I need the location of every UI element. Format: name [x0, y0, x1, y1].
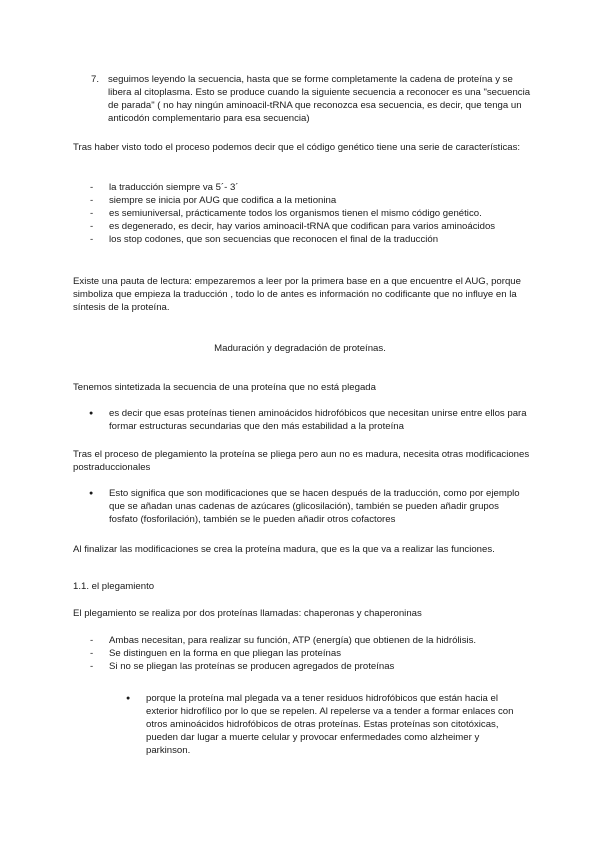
list-item: - los stop codones, que son secuencias que reconocen el final de la traducción — [90, 234, 439, 245]
list-item: - Si no se pliegan las proteínas se producen agregados de proteínas — [90, 661, 395, 672]
list-item: - es semiuniversal, prácticamente todos los organismos tienen el mismo código genético. — [90, 208, 482, 219]
list-item: - Ambas necesitan, para realizar su función, ATP (energía) que obtienen de la hidrólisis. — [90, 635, 477, 646]
section-title: Maduración y degradación de proteínas. — [214, 343, 386, 354]
bullet-modificaciones: ● Esto significa que son modificaciones que se hacen después de la traducción, como por ejemplo que se añadan unas cadenas de azúcares (glicosilación), también se pueden añadir grupos fosfato (fosforilación), también se le pueden añadir otros cofactores — [89, 488, 520, 525]
dash-marker: - — [90, 661, 94, 672]
bullet-marker: ● — [126, 695, 131, 702]
dash-marker: - — [90, 635, 94, 646]
paragraph-plegamiento-intro: Tras el proceso de plegamiento la proteína se pliega pero aun no es madura, necesita otras modificaciones postraduccionales — [73, 449, 530, 473]
dash-marker: - — [90, 648, 94, 659]
dash-marker: - — [90, 234, 94, 245]
list-item: - la traducción siempre va 5´- 3´ — [90, 182, 239, 193]
code-features-list — [90, 181, 530, 246]
list-item: - es degenerado, es decir, hay varios aminoacil-tRNA que codifican para varios aminoácidos — [90, 221, 496, 232]
subsection-title: 1.1. el plegamiento — [73, 581, 155, 592]
dash-marker: - — [90, 195, 94, 206]
dash-marker: - — [90, 221, 94, 232]
paragraph-reading-frame: Existe una pauta de lectura: empezaremos a leer por la primera base en a que encuentre el AUG, porque simboliza que empieza la traducción , todo lo de antes es información no codificante que no influye en la síntesis de la proteína. — [73, 276, 521, 313]
bullet-agregados: ● porque la proteína mal plegada va a tener residuos hidrofóbicos que están hacia el exterior hidrofílico por lo que se repelen. Al repelerse va a tender a formar enlaces con otros aminoácidos hidrofóbicos de otras proteínas. Estas proteínas son citotóxicas, pueden dar lugar a muerte celular y provocar enfermedades como alzheimer y parkinson. — [126, 693, 514, 756]
bullet-marker: ● — [89, 490, 94, 497]
dash-marker: - — [90, 182, 94, 193]
bullet-hidrofobicos: ● es decir que esas proteínas tienen aminoácidos hidrofóbicos que necesitan unirse entre ellos para formar estructuras secundarias que den más estabilidad a la proteína — [89, 408, 527, 432]
paragraph-sintetizada: Tenemos sintetizada la secuencia de una proteína que no está plegada — [73, 382, 376, 393]
list-item: - Se distinguen en la forma en que pliegan las proteínas — [90, 648, 342, 659]
list-item: - siempre se inicia por AUG que codifica a la metionina — [90, 195, 337, 206]
item-number: 7. — [91, 74, 100, 85]
paragraph-chaperonas-intro: El plegamiento se realiza por dos proteínas llamadas: chaperonas y chaperoninas — [73, 608, 422, 619]
paragraph-intro-code: Tras haber visto todo el proceso podemos decir que el código genético tiene una serie de características: — [73, 142, 521, 153]
dash-marker: - — [90, 208, 94, 219]
paragraph-final-modificaciones: Al finalizar las modificaciones se crea la proteína madura, que es la que va a realizar las funciones. — [73, 544, 495, 555]
chaperonas-list — [90, 634, 530, 673]
numbered-item-7 — [91, 73, 531, 125]
bullet-marker: ● — [89, 410, 94, 417]
item-text: seguimos leyendo la secuencia, hasta que se forme completamente la cadena de proteína y se libera al citoplasma. Esto se produce cuando la siguiente secuencia a reconocer es una "secuencia de parada" ( no hay ningún aminoacil-tRNA que reconozca esa secuencia, es decir, que tenga un anticodón complementario para esa secuencia) — [108, 74, 531, 124]
